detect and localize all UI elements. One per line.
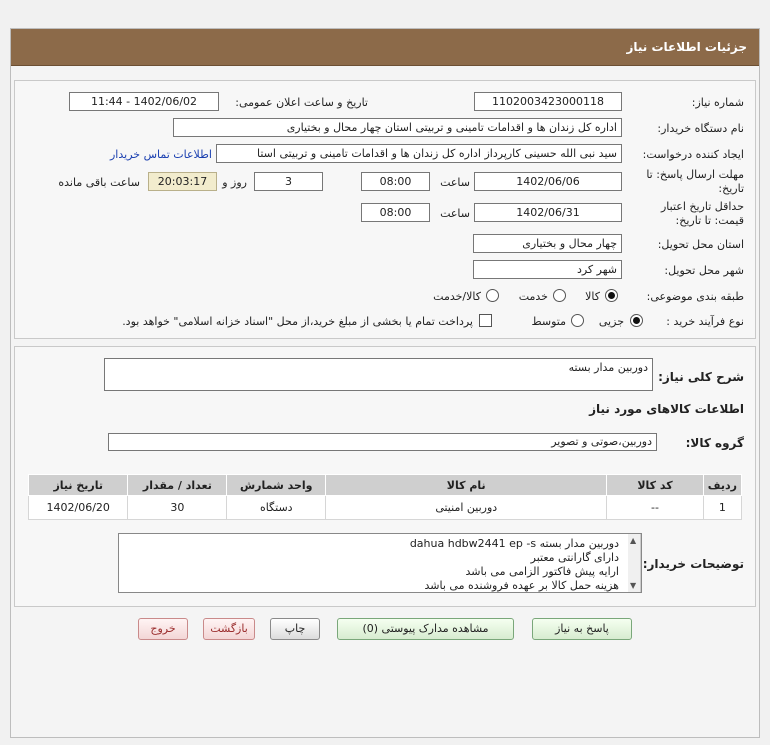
need-number-field: 1102003423000118 bbox=[474, 92, 622, 111]
deadline-time-label: ساعت bbox=[440, 176, 470, 189]
reply-button[interactable]: پاسخ به نیاز bbox=[532, 618, 632, 640]
process-label: نوع فرآیند خرید : bbox=[666, 315, 744, 328]
deadline-label-2: تاریخ: bbox=[718, 182, 744, 195]
col-date: تاریخ نیاز bbox=[29, 475, 128, 496]
need-number-label: شماره نیاز: bbox=[691, 96, 744, 109]
goods-group-field: دوربین،صوتی و تصویر bbox=[108, 433, 657, 451]
col-row: ردیف bbox=[703, 475, 741, 496]
process-radio-medium[interactable] bbox=[571, 314, 584, 327]
cell-unit: دستگاه bbox=[227, 496, 326, 520]
remaining-label: ساعت باقی مانده bbox=[58, 176, 140, 189]
summary-field: دوربین مدار بسته bbox=[104, 358, 653, 391]
announce-field: 1402/06/02 - 11:44 bbox=[69, 92, 219, 111]
summary-label: شرح کلی نیاز: bbox=[658, 370, 744, 384]
col-name: نام کالا bbox=[326, 475, 607, 496]
attachments-button[interactable]: مشاهده مدارک پیوستی (0) bbox=[337, 618, 514, 640]
col-code: کد کالا bbox=[607, 475, 704, 496]
city-label: شهر محل تحویل: bbox=[664, 264, 744, 277]
goods-group-label: گروه کالا: bbox=[685, 436, 744, 450]
province-label: استان محل تحویل: bbox=[657, 238, 744, 251]
cell-code: -- bbox=[607, 496, 704, 520]
exit-button[interactable]: خروج bbox=[138, 618, 188, 640]
scroll-down-icon[interactable]: ▼ bbox=[630, 581, 637, 590]
page-title-bar bbox=[11, 29, 759, 66]
process-option-medium: متوسط bbox=[531, 315, 566, 328]
col-unit: واحد شمارش bbox=[227, 475, 326, 496]
cell-row: 1 bbox=[703, 496, 741, 520]
category-label: طبقه بندی موضوعی: bbox=[646, 290, 744, 303]
treasury-payment-checkbox[interactable] bbox=[479, 314, 492, 327]
process-option-minor: جزیی bbox=[598, 315, 624, 328]
process-radio-minor[interactable] bbox=[630, 314, 643, 327]
goods-table bbox=[28, 474, 742, 520]
category-radio-service[interactable] bbox=[553, 289, 566, 302]
validity-label: حداقل تاریخ اعتبار bbox=[660, 200, 744, 213]
category-option-both: کالا/خدمت bbox=[433, 290, 481, 303]
buyer-notes-textarea[interactable] bbox=[118, 533, 642, 593]
days-label: روز و bbox=[222, 176, 247, 189]
announce-label: تاریخ و ساعت اعلان عمومی: bbox=[235, 96, 368, 109]
validity-time-field: 08:00 bbox=[361, 203, 430, 222]
buyer-label: نام دستگاه خریدار: bbox=[657, 122, 744, 135]
buyer-field: اداره کل زندان ها و اقدامات تامینی و تربیتی استان چهار محال و بختیاری bbox=[173, 118, 622, 137]
creator-label: ایجاد کننده درخواست: bbox=[642, 148, 744, 161]
city-field: شهر کرد bbox=[473, 260, 622, 279]
buyer-notes-label: توضیحات خریدار: bbox=[642, 557, 744, 571]
scroll-up-icon[interactable]: ▲ bbox=[630, 536, 637, 545]
page-title: جزئیات اطلاعات نیاز bbox=[626, 40, 747, 54]
goods-info-title: اطلاعات کالاهای مورد نیاز bbox=[589, 402, 744, 416]
buyer-note-line: دارای گارانتی معتبر bbox=[530, 551, 619, 564]
back-button[interactable]: بازگشت bbox=[203, 618, 255, 640]
category-option-goods: کالا bbox=[585, 290, 600, 303]
days-field: 3 bbox=[254, 172, 323, 191]
contact-buyer-link[interactable]: اطلاعات تماس خریدار bbox=[110, 148, 212, 161]
creator-field: سید نبی الله حسینی کارپرداز اداره کل زندان ها و اقدامات تامینی و تربیتی استا bbox=[216, 144, 622, 163]
buyer-note-line: هزینه حمل کالا بر عهده فروشنده می باشد bbox=[424, 579, 619, 592]
cell-date: 1402/06/20 bbox=[29, 496, 128, 520]
buyer-note-line: ارایه پیش فاکتور الزامی می باشد bbox=[465, 565, 619, 578]
validity-label-2: قیمت: تا تاریخ: bbox=[675, 214, 744, 227]
province-field: چهار محال و بختیاری bbox=[473, 234, 622, 253]
category-option-service: خدمت bbox=[518, 290, 548, 303]
category-radio-both[interactable] bbox=[486, 289, 499, 302]
deadline-label: مهلت ارسال پاسخ: تا bbox=[646, 168, 744, 181]
notes-scrollbar[interactable] bbox=[628, 534, 641, 592]
cell-name: دوربین امنیتی bbox=[326, 496, 607, 520]
table-row bbox=[29, 496, 742, 520]
category-radio-goods[interactable] bbox=[605, 289, 618, 302]
buyer-note-line: دوربین مدار بسته dahua hdbw2441 ep -s bbox=[409, 537, 619, 550]
col-qty: تعداد / مقدار bbox=[128, 475, 227, 496]
payment-note: پرداخت تمام یا بخشی از مبلغ خرید،از محل "اسناد خزانه اسلامی" خواهد بود. bbox=[122, 315, 473, 328]
validity-time-label: ساعت bbox=[440, 207, 470, 220]
goods-table-header bbox=[29, 475, 742, 496]
deadline-time-field: 08:00 bbox=[361, 172, 430, 191]
print-button[interactable]: چاپ bbox=[270, 618, 320, 640]
deadline-date-field: 1402/06/06 bbox=[474, 172, 622, 191]
remaining-time-field: 20:03:17 bbox=[148, 172, 217, 191]
validity-date-field: 1402/06/31 bbox=[474, 203, 622, 222]
cell-qty: 30 bbox=[128, 496, 227, 520]
